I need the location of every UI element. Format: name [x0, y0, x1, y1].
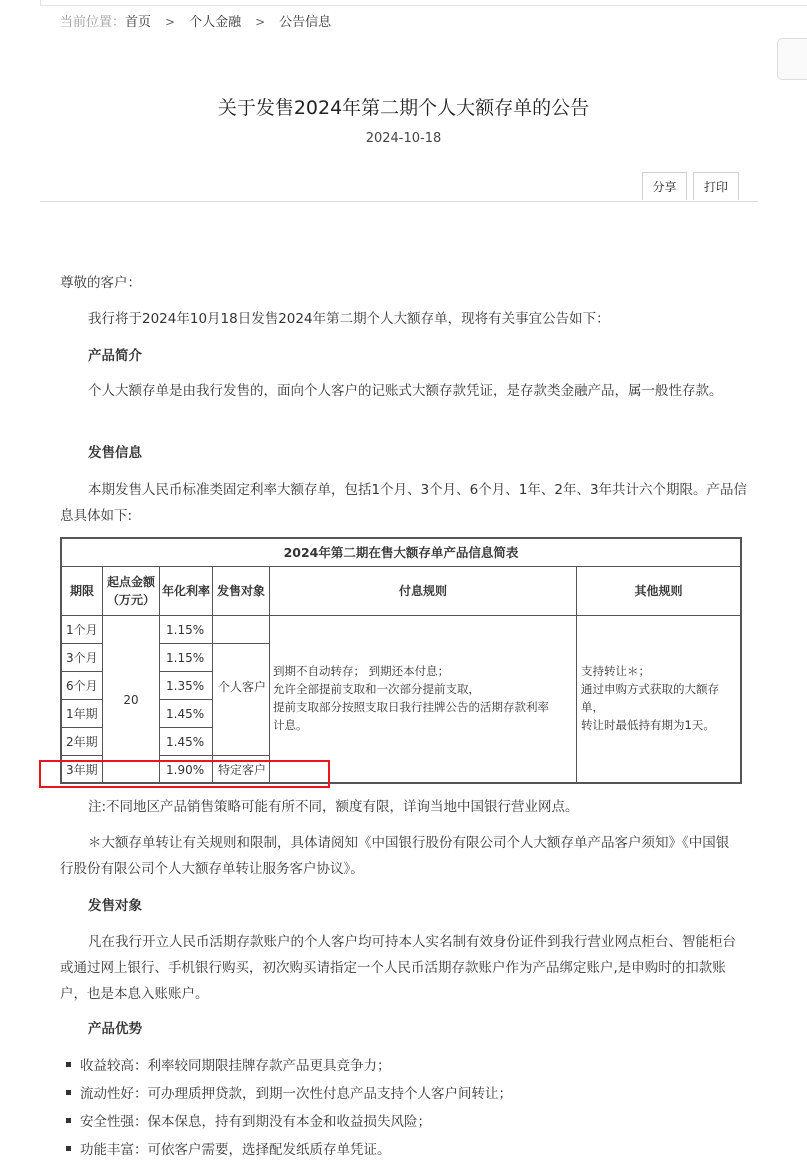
term-cell: 6个月 [66, 679, 98, 693]
breadcrumb-home-link[interactable]: 首页 [125, 15, 152, 30]
other-rules-cell: 支持转让＊； 通过申购方式获取的大额存 单， 转让时最低持有期为1天。 [581, 664, 719, 732]
chevron-right-icon: > [165, 15, 176, 29]
heading-sale-target: 发售对象 [88, 898, 142, 914]
header-min-amount: 起点金额（万元） [107, 575, 156, 607]
breadcrumb [60, 14, 331, 31]
chevron-right-icon: > [255, 15, 266, 29]
breadcrumb-notices-link[interactable]: 公告信息 [279, 15, 332, 30]
term-cell: 1年期 [66, 707, 98, 721]
list-item: 流动性好：可办理质押贷款，到期一次性付息产品支持个人客户间转让； [66, 1080, 512, 1108]
product-intro-paragraph: 个人大额存单是由我行发售的，面向个人客户的记账式大额存款凭证，是存款类金融产品，属一般性存款。 [88, 383, 723, 399]
header-target: 发售对象 [216, 584, 265, 598]
publish-date: 2024-10-18 [365, 131, 442, 146]
table-body [62, 616, 740, 782]
heading-sale-info: 发售信息 [88, 445, 142, 461]
product-info-table [60, 537, 742, 784]
share-button[interactable]: 分享 [642, 172, 687, 200]
greeting: 尊敬的客户： [60, 275, 141, 291]
heading-product-intro: 产品简介 [88, 348, 142, 364]
table-caption: 2024年第二期在售大额存单产品信息简表 [62, 539, 740, 567]
page-title: 关于发售2024年第二期个人大额存单的公告 [217, 97, 590, 119]
list-item: 功能丰富：可依客户需要，选择配发纸质存单凭证。 [66, 1136, 512, 1164]
term-cell: 3个月 [66, 651, 98, 665]
advantages-list [66, 1052, 512, 1164]
top-frame [40, 0, 807, 6]
side-float-tab[interactable] [777, 38, 807, 80]
heading-product-advantages: 产品优势 [88, 1021, 142, 1037]
header-rate: 年化利率 [161, 584, 210, 598]
min-amount-cell: 20 [123, 693, 139, 707]
regional-note: 注:不同地区产品销售策略可能有所不同，额度有限，详询当地中国银行营业网点。 [88, 799, 579, 815]
breadcrumb-personal-finance-link[interactable]: 个人金融 [189, 15, 242, 30]
table-header-row [62, 567, 740, 616]
term-cell: 1个月 [66, 623, 98, 637]
target-individual-cell: 个人客户 [218, 680, 267, 694]
rate-cell: 1.15% [166, 623, 205, 637]
title-divider [40, 201, 758, 202]
header-other-rules: 其他规则 [634, 584, 683, 598]
sale-target-paragraph: 凡在我行开立人民币活期存款账户的个人客户均可持本人实名制有效身份证件到我行营业网点柜台、智能柜台或通过网上银行、手机银行购买，初次购买请指定一个人民币活期存款账户作为产品绑定账户,是申购时的扣款账户，也是本息入账账户。 [60, 934, 736, 1002]
transfer-note: ＊大额存单转让有关规则和限制，具体请阅知《中国银行股份有限公司个人大额存单产品客户须知》《中国银行股份有限公司个人大额存单转让服务客户协议》。 [60, 835, 730, 877]
rate-cell: 1.15% [166, 651, 205, 665]
header-term: 期限 [69, 584, 94, 598]
list-item: 安全性强：保本保息，持有到期没有本金和收益损失风险； [66, 1108, 512, 1136]
intro-paragraph: 我行将于2024年10月18日发售2024年第二期个人大额存单，现将有关事宜公告如下： [88, 311, 610, 327]
highlight-annotation-box [39, 760, 330, 788]
print-button[interactable]: 打印 [693, 172, 739, 200]
target-specific-cell: 特定客户 [218, 763, 267, 777]
header-interest-rules: 付息规则 [398, 584, 447, 598]
rate-cell: 1.90% [166, 763, 205, 777]
list-item: 收益较高：利率较同期限挂牌存款产品更具竞争力； [66, 1052, 512, 1080]
term-cell: 2年期 [66, 735, 98, 749]
rate-cell: 1.45% [166, 735, 205, 749]
term-cell: 3年期 [66, 763, 98, 777]
interest-rules-cell: 到期不自动转存； 到期还本付息； 允许全部提前支取和一次部分提前支取， 提前支取部分按照支取日我行挂牌公告的活期存款利率 计息。 [273, 664, 549, 732]
rate-cell: 1.45% [166, 707, 205, 721]
rate-cell: 1.35% [166, 679, 205, 693]
sale-info-paragraph: 本期发售人民币标准类固定利率大额存单，包括1个月、3个月、6个月、1年、2年、3年共计六个期限。产品信息具体如下: [60, 482, 748, 524]
breadcrumb-prefix: 当前位置： [60, 15, 126, 30]
